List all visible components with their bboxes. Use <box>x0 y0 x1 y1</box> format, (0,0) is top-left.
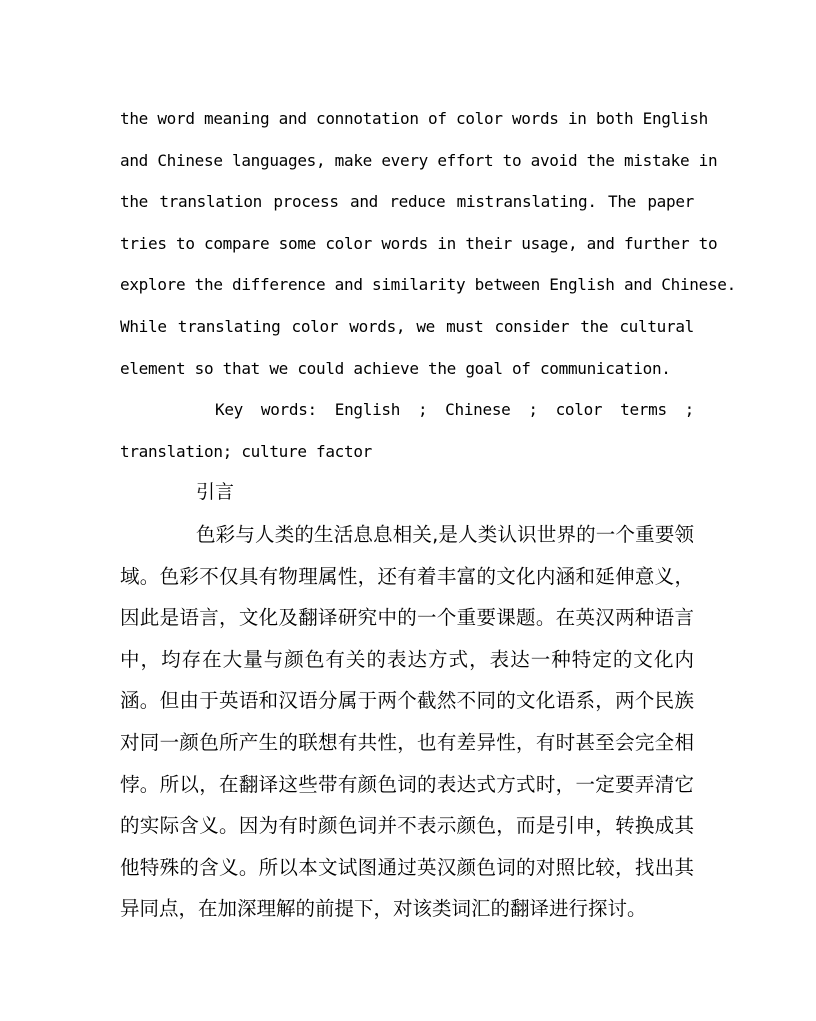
abstract-line: and Chinese languages, make every effort to avoid the mistake in <box>120 150 718 170</box>
abstract-body <box>120 98 736 389</box>
intro-paragraph: 色彩与人类的生活息息相关,是人类认识世界的一个重要领域。色彩不仅具有物理属性，还有着丰富的文化内涵和延伸意义，因此是语言，文化及翻译研究中的一个重要课题。在英汉两种语言中，均存在大量与颜色有关的表达方式，表达一种特定的文化内涵。但由于英语和汉语分属于两个截然不同的文化语系，两个民族对同一颜色所产生的联想有共性，也有差异性，有时甚至会完全相悖。所以，在翻译这些带有颜色词的表达式方式时，一定要弄清它的实际含义。因为有时颜色词并不表示颜色，而是引申，转换成其他特殊的含义。所以本文试图通过英汉颜色词的对照比较，找出其异同点，在加深理解的前提下，对该类词汇的翻译进行探讨。 <box>120 522 694 921</box>
document-page <box>120 98 736 930</box>
abstract-line: While translating color words, we must consider the cultural <box>120 316 694 336</box>
keywords-line: Key words: English ; Chinese ; color terms ; <box>215 400 694 420</box>
abstract-line: element so that we could achieve the goal of communication. <box>120 358 671 378</box>
abstract-line: tries to compare some color words in their usage, and further to <box>120 233 718 253</box>
intro-heading: 引言 <box>196 481 235 504</box>
abstract-line: explore the difference and similarity between English and Chinese. <box>120 275 736 295</box>
keywords-continuation: translation; culture factor <box>120 441 372 461</box>
abstract-line: the translation process and reduce mistranslating. The paper <box>120 192 694 212</box>
abstract-line: the word meaning and connotation of color words in both English <box>120 109 708 128</box>
